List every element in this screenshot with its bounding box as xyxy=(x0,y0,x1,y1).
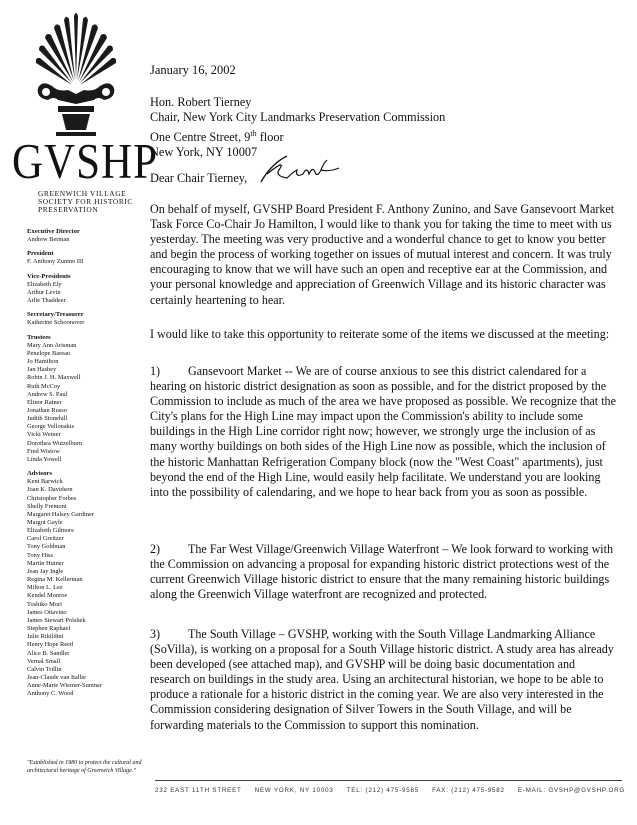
roster-section xyxy=(27,334,145,465)
roster-section-title: Trustees xyxy=(27,333,51,341)
roster-section-title: Executive Director xyxy=(27,228,80,235)
roster-name: Kent Barwick xyxy=(27,478,63,486)
org-name: GREENWICH VILLAGE SOCIETY FOR HISTORIC PRESERVATION xyxy=(38,189,133,214)
roster-name: Shelly Fremont xyxy=(27,502,67,510)
footer-address: 232 EAST 11TH STREET xyxy=(155,787,242,794)
roster-name: Vernal Small xyxy=(27,657,61,665)
address-line-text: One Centre Street, 9th floor xyxy=(150,128,284,144)
footer-email: E-MAIL: GVSHP@GVSHP.ORG xyxy=(517,787,625,794)
roster-name: Dorothea Wutzelburn xyxy=(27,439,83,447)
roster-name: Julie Rikildini xyxy=(27,633,64,641)
roster-name: Margaret Halsey Gardiner xyxy=(27,510,94,518)
paragraph-thanks: On behalf of myself, GVSHP Board President F. Anthony Zunino, and Save Gansevoort Market Task Force Co-Chair Jo Hamilton, I would like to thank you for taking the time to meet with us yesterday. The meeting was very productive and a wonderful chance to get to know you better and begin the process of working together on issues of mutual interest and concern. It was truly encouraging to know that we will have such an open and receptive ear at the Commission, and your personal knowledge and appreciation of Greenwich Village and its historic character was certainly heartening to hear. xyxy=(150,202,615,307)
roster-name: Kendel Monroe xyxy=(27,592,68,600)
address-line: Chair, New York City Landmarks Preservation Commission xyxy=(150,110,446,125)
roster-section-title: Vice-Presidents xyxy=(27,272,71,280)
roster-name: Anthony C. Wood xyxy=(27,690,74,698)
salutation: Dear Chair Tierney, xyxy=(150,171,248,185)
roster-name: Jean-Claude van Itallie xyxy=(27,673,86,681)
address-line: New York, NY 10007 xyxy=(150,144,258,159)
letter-date: January 16, 2002 xyxy=(150,63,236,77)
roster-name: Arlie Thaddeer xyxy=(27,297,66,305)
roster-name: Joan K. Davidson xyxy=(27,486,73,494)
item-number: 3) xyxy=(150,627,161,641)
footer-rule xyxy=(155,780,622,781)
roster-name: Robin J. H. Maxwell xyxy=(27,374,81,382)
footer-city: NEW YORK, NY 10003 xyxy=(254,787,334,794)
roster-name: Stephen Raphael xyxy=(27,625,71,633)
roster-name: Christopher Forbes xyxy=(27,494,77,502)
roster-name: Anne-Marie Wiemer-Sumner xyxy=(27,682,102,690)
roster-name: Tony Goldman xyxy=(27,543,66,551)
roster-section xyxy=(27,273,145,306)
board-roster xyxy=(27,228,145,704)
footer-contact xyxy=(155,787,625,794)
roster-name: James Ottavino xyxy=(27,608,67,616)
roster-name: Linda Yowell xyxy=(27,455,62,463)
roster-section-title: President xyxy=(27,250,54,258)
handwritten-signature xyxy=(257,152,347,186)
item-text: The Far West Village/Greenwich Village Waterfront – We look forward to working with the Commission on advancing a proposal for expanding historic district protections west of the current Greenwich Village historic district to ensure that the many remaining historic buildings along the Greenwich Village waterfront are recognized and protected. xyxy=(150,542,614,602)
mission-note: "Established in 1980 to protect the cultural and architectural heritage of Greenwich Village." xyxy=(27,760,142,774)
roster-name: George Vellonakis xyxy=(27,423,75,431)
item-number: 1) xyxy=(150,364,161,378)
roster-name: James Stewart Polshek xyxy=(27,616,86,624)
roster-name: Judith Stonehill xyxy=(27,415,68,423)
roster-name: Milton L. Lee xyxy=(27,584,63,592)
roster-section-title: Advisors xyxy=(27,470,52,478)
roster-name: Regina M. Kellerman xyxy=(27,576,83,584)
roster-name: Toshiko Mori xyxy=(27,600,62,608)
roster-name: Penelope Bareau xyxy=(27,349,71,357)
roster-name: Fred Wistow xyxy=(27,447,60,455)
roster-name: Jan Hashey xyxy=(27,366,57,374)
roster-section xyxy=(27,250,145,266)
gvshp-logo-ornament xyxy=(28,8,124,138)
roster-name: Jean Jay Ingle xyxy=(27,567,64,575)
roster-name: Tony Hiss xyxy=(27,551,54,559)
roster-name: Martin Hutner xyxy=(27,559,64,567)
footer-fax: FAX: (212) 475-9582 xyxy=(432,787,505,794)
roster-name: Margot Gayle xyxy=(27,519,63,526)
roster-name: Katherine Schoonover xyxy=(27,319,85,327)
org-acronym: GVSHP xyxy=(12,135,158,190)
paragraph-intro: I would like to take this opportunity to reiterate some of the items we discussed at the meeting: xyxy=(150,327,610,341)
address-line: Hon. Robert Tierney xyxy=(150,95,252,109)
roster-name: Andrew S. Paul xyxy=(27,390,68,398)
roster-name: Carol Greitzer xyxy=(27,535,64,543)
recipient-address xyxy=(150,95,445,160)
roster-name: Jo Hamilton xyxy=(27,358,59,366)
roster-name: Mary Ann Arisman xyxy=(27,341,77,349)
roster-section-title: Secretary/Treasurer xyxy=(27,311,84,319)
roster-name: Henry Hope Reed xyxy=(27,641,74,649)
roster-section xyxy=(27,470,145,698)
roster-name: Andrew Berman xyxy=(27,236,70,244)
roster-name: Alice B. Sandler xyxy=(27,649,70,657)
item-2 xyxy=(150,542,616,602)
roster-name: Elizabeth Ely xyxy=(27,280,62,288)
roster-name: Elinor Ratner xyxy=(27,398,62,406)
footer-tel: TEL: (212) 475-9585 xyxy=(346,787,419,794)
item-1 xyxy=(150,364,616,500)
item-3 xyxy=(150,627,616,733)
roster-section xyxy=(27,228,145,244)
roster-name: Calvin Trillin xyxy=(27,665,62,673)
roster-name: F. Anthony Zunino III xyxy=(27,258,84,266)
item-text: Gansevoort Market -- We are of course anxious to see this district calendared for a hearing on historic district designation as soon as possible, and for the district proposed by the Commission to include as much of the area we have proposed as possible. We recognize that the City's plans for the High Line may impact upon the Commission's ability to include some buildings in the High Line corridor right now; however, we strongly urge the inclusion of as many worthy buildings on both sides of the High Line now as possible, which the inclusion of the historic Manhattan Refrigeration Company block (now the "West Coast" apartments), just beyond the end of the High Line, would easily help facilitate. We understand you are looking into the possibility of calendaring, and we hope to hear back from you as soon as possible. xyxy=(150,364,616,499)
address-line xyxy=(150,126,445,145)
roster-name: Vicki Weiner xyxy=(27,431,61,439)
item-text: The South Village – GVSHP, working with the South Village Landmarking Alliance (SoVilla), is working on a proposal for a South Village historic district. A study area has already been developed (see attached map), and GVSHP will be doing basic documentation and research on buildings in the study area. Using an architectural historian, we hope to be able to produce a rationale for a historic district in the coming year. We are also very interested in the Commission considering designation of Silver Towers in the South Village, and will be forwarding materials to the Commission to support this nomination. xyxy=(150,627,614,732)
item-number: 2) xyxy=(150,542,161,556)
roster-name: Arthur Levin xyxy=(27,288,61,296)
roster-name: Jonathan Russo xyxy=(27,406,67,414)
roster-name: Elizabeth Gilmore xyxy=(27,527,75,535)
roster-name: Ruth McCoy xyxy=(27,382,61,390)
roster-section xyxy=(27,311,145,327)
